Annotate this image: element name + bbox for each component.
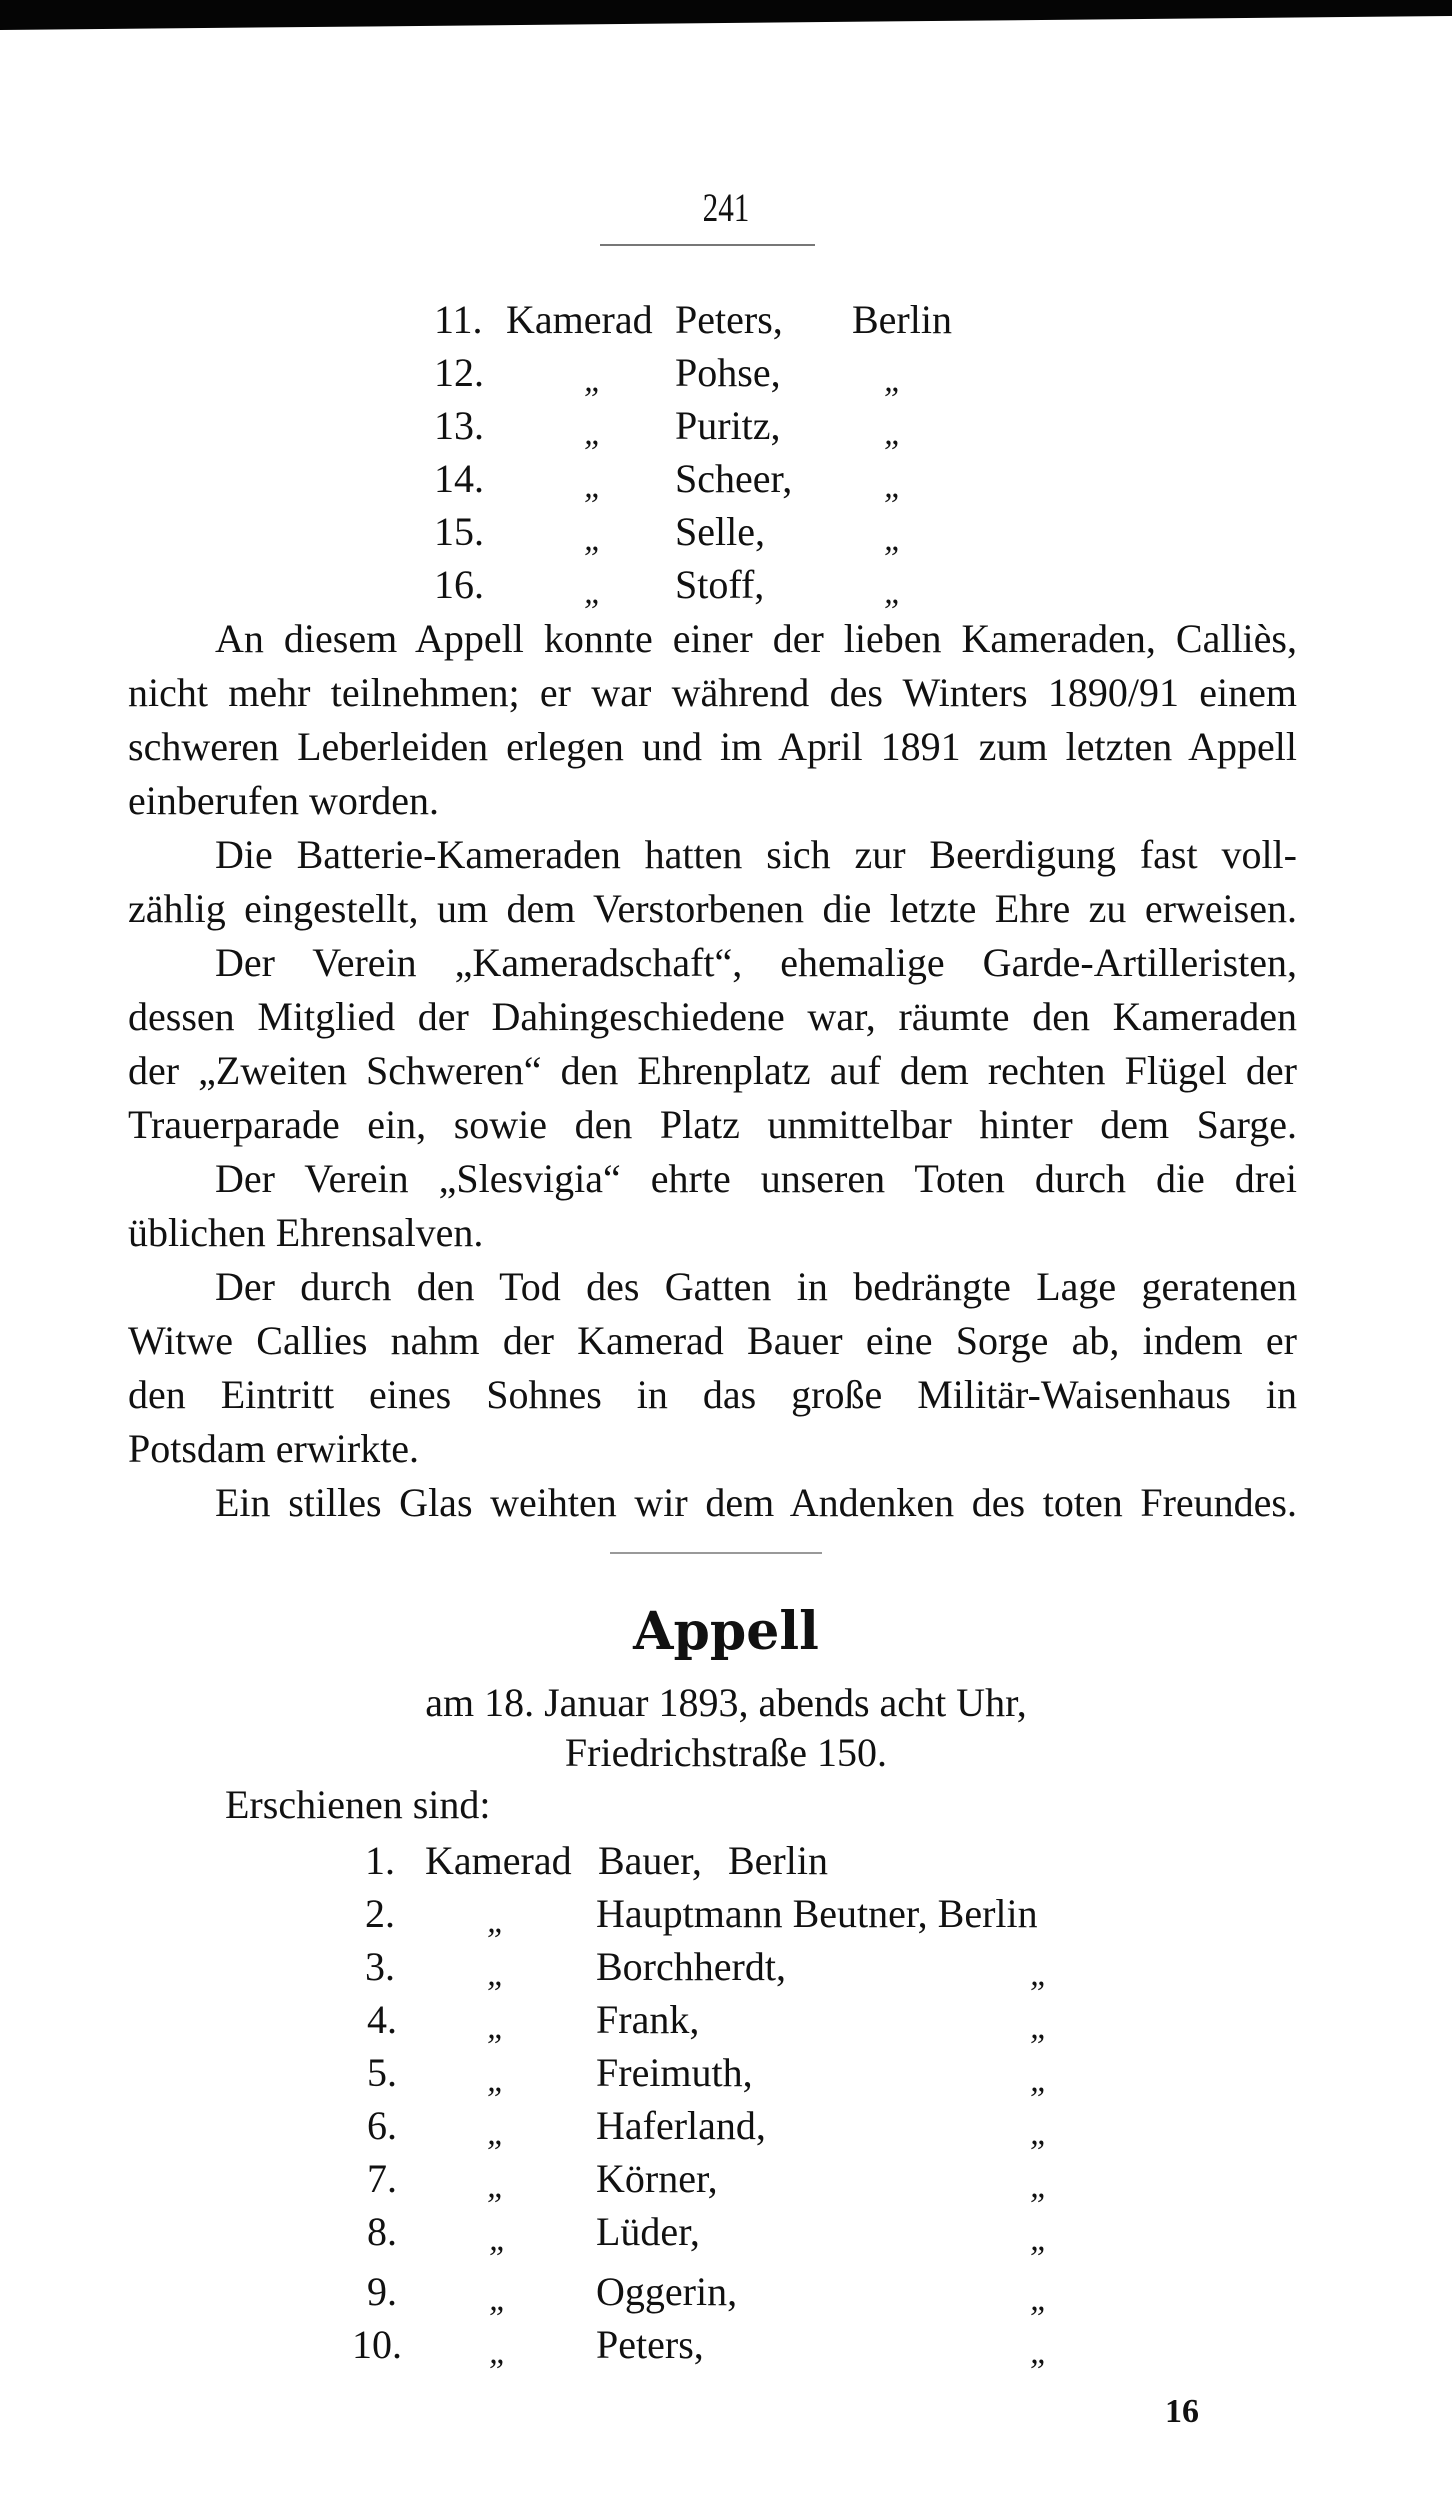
ditto-mark: „ <box>487 2009 506 2046</box>
item-city: Berlin <box>852 297 952 342</box>
list-item <box>0 293 1452 347</box>
section-heading: Appell <box>633 1601 819 1662</box>
item-name: Oggerin, <box>596 2269 738 2314</box>
item-number: 7. <box>367 2156 397 2201</box>
item-number: 4. <box>367 1997 397 2042</box>
list-item <box>0 452 1452 506</box>
item-number: 13. <box>434 403 484 448</box>
text-line: Potsdam erwirkte. <box>128 1426 420 1471</box>
item-number: 5. <box>367 2050 397 2095</box>
section-subtitle-date: am 18. Januar 1893, abends acht Uhr, <box>425 1680 1027 1725</box>
item-number: 12. <box>434 350 484 395</box>
item-number: 2. <box>365 1891 395 1936</box>
section-subtitle-address: Friedrichstraße 150. <box>564 1730 888 1775</box>
attendees-intro: Erschienen sind: <box>225 1782 491 1827</box>
ditto-mark: „ <box>1030 2062 1049 2099</box>
list-item <box>0 346 1452 400</box>
ditto-mark: „ <box>489 2334 508 2371</box>
item-name: Hauptmann Beutner, Berlin <box>596 1891 1038 1936</box>
ditto-mark: „ <box>1030 2168 1049 2205</box>
ditto-mark: „ <box>487 1903 506 1940</box>
page-number: 241 <box>702 185 750 230</box>
scan-edge-band <box>0 0 1452 32</box>
list-item <box>0 1887 1452 1941</box>
item-number: 6. <box>367 2103 397 2148</box>
ditto-mark: „ <box>487 2115 506 2152</box>
item-title: Kamerad <box>506 297 653 342</box>
item-title: Kamerad <box>425 1838 572 1883</box>
item-name: Puritz, <box>675 403 781 448</box>
list-item <box>0 2099 1452 2153</box>
list-item <box>0 399 1452 453</box>
ditto-mark: „ <box>1030 2221 1049 2258</box>
ditto-mark: „ <box>884 415 903 452</box>
list-item <box>0 505 1452 559</box>
section-divider <box>610 1552 822 1554</box>
item-number: 15. <box>434 509 484 554</box>
item-name: Bauer, <box>598 1838 702 1883</box>
item-name: Stoff, <box>675 562 765 607</box>
list-item <box>0 2318 1452 2372</box>
ditto-mark: „ <box>487 2062 506 2099</box>
text-line: Der Verein „Kameradschaft“, ehemalige Garde-Artilleristen, <box>215 940 1297 985</box>
ditto-mark: „ <box>884 521 903 558</box>
text-line: Die Batterie-Kameraden hatten sich zur Beerdigung fast voll- <box>215 832 1297 877</box>
ditto-mark: „ <box>1030 2334 1049 2371</box>
item-number: 3. <box>365 1944 395 1989</box>
list-item <box>0 2205 1452 2259</box>
signature-mark: 16 <box>1165 2393 1199 2430</box>
list-item <box>0 1993 1452 2047</box>
ditto-mark: „ <box>489 2221 508 2258</box>
text-line: einberufen worden. <box>128 778 439 823</box>
ditto-mark: „ <box>487 1956 506 1993</box>
item-name: Pohse, <box>675 350 781 395</box>
ditto-mark: „ <box>884 362 903 399</box>
ditto-mark: „ <box>487 2168 506 2205</box>
text-line: den Eintritt eines Sohnes in das große Militär-Waisenhaus in <box>128 1372 1297 1417</box>
item-name: Borchherdt, <box>596 1944 786 1989</box>
item-name: Freimuth, <box>596 2050 753 2095</box>
item-number: 10. <box>352 2322 402 2367</box>
item-name: Haferland, <box>596 2103 766 2148</box>
item-name: Lüder, <box>596 2209 700 2254</box>
text-line: zählig eingestellt, um dem Verstorbenen die letzte Ehre zu erweisen. <box>128 886 1297 931</box>
ditto-mark: „ <box>584 362 603 399</box>
item-number: 9. <box>367 2269 397 2314</box>
ditto-mark: „ <box>884 574 903 611</box>
text-line: Ein stilles Glas weihten wir dem Andenken des toten Freundes. <box>215 1480 1297 1525</box>
text-line: dessen Mitglied der Dahingeschiedene war, räumte den Kameraden <box>128 994 1297 1039</box>
text-line: Der durch den Tod des Gatten in bedrängte Lage geratenen <box>215 1264 1297 1309</box>
item-number: 8. <box>367 2209 397 2254</box>
ditto-mark: „ <box>584 574 603 611</box>
text-line: Der Verein „Slesvigia“ ehrte unseren Toten durch die drei <box>215 1156 1297 1201</box>
ditto-mark: „ <box>489 2281 508 2318</box>
item-city: Berlin <box>728 1838 828 1883</box>
text-line: Trauerparade ein, sowie den Platz unmittelbar hinter dem Sarge. <box>128 1102 1297 1147</box>
item-name: Selle, <box>675 509 765 554</box>
item-name: Körner, <box>596 2156 718 2201</box>
item-name: Frank, <box>596 1997 700 2042</box>
list-item <box>0 1940 1452 1994</box>
list-item <box>0 2046 1452 2100</box>
ditto-mark: „ <box>1030 1956 1049 1993</box>
item-name: Peters, <box>675 297 783 342</box>
ditto-mark: „ <box>884 468 903 505</box>
ditto-mark: „ <box>584 468 603 505</box>
list-item <box>0 2265 1452 2319</box>
item-number: 14. <box>434 456 484 501</box>
item-number: 11. <box>434 297 483 342</box>
ditto-mark: „ <box>584 415 603 452</box>
text-line: der „Zweiten Schweren“ den Ehrenplatz auf dem rechten Flügel der <box>128 1048 1297 1093</box>
item-name: Scheer, <box>675 456 793 501</box>
text-line: Witwe Callies nahm der Kamerad Bauer eine Sorge ab, indem er <box>128 1318 1297 1363</box>
list-item <box>0 558 1452 612</box>
text-line: schweren Leberleiden erlegen und im April 1891 zum letzten Appell <box>128 724 1297 769</box>
ditto-mark: „ <box>1030 2281 1049 2318</box>
header-rule <box>600 244 815 246</box>
ditto-mark: „ <box>584 521 603 558</box>
item-name: Peters, <box>596 2322 704 2367</box>
ditto-mark: „ <box>1030 2115 1049 2152</box>
text-line: An diesem Appell konnte einer der lieben Kameraden, Calliès, <box>215 616 1297 661</box>
list-item <box>0 1834 1452 1888</box>
text-line: nicht mehr teilnehmen; er war während des Winters 1890/91 einem <box>128 670 1297 715</box>
list-item <box>0 2152 1452 2206</box>
item-number: 16. <box>434 562 484 607</box>
text-line: üblichen Ehrensalven. <box>128 1210 484 1255</box>
ditto-mark: „ <box>1030 2009 1049 2046</box>
item-number: 1. <box>365 1838 395 1883</box>
